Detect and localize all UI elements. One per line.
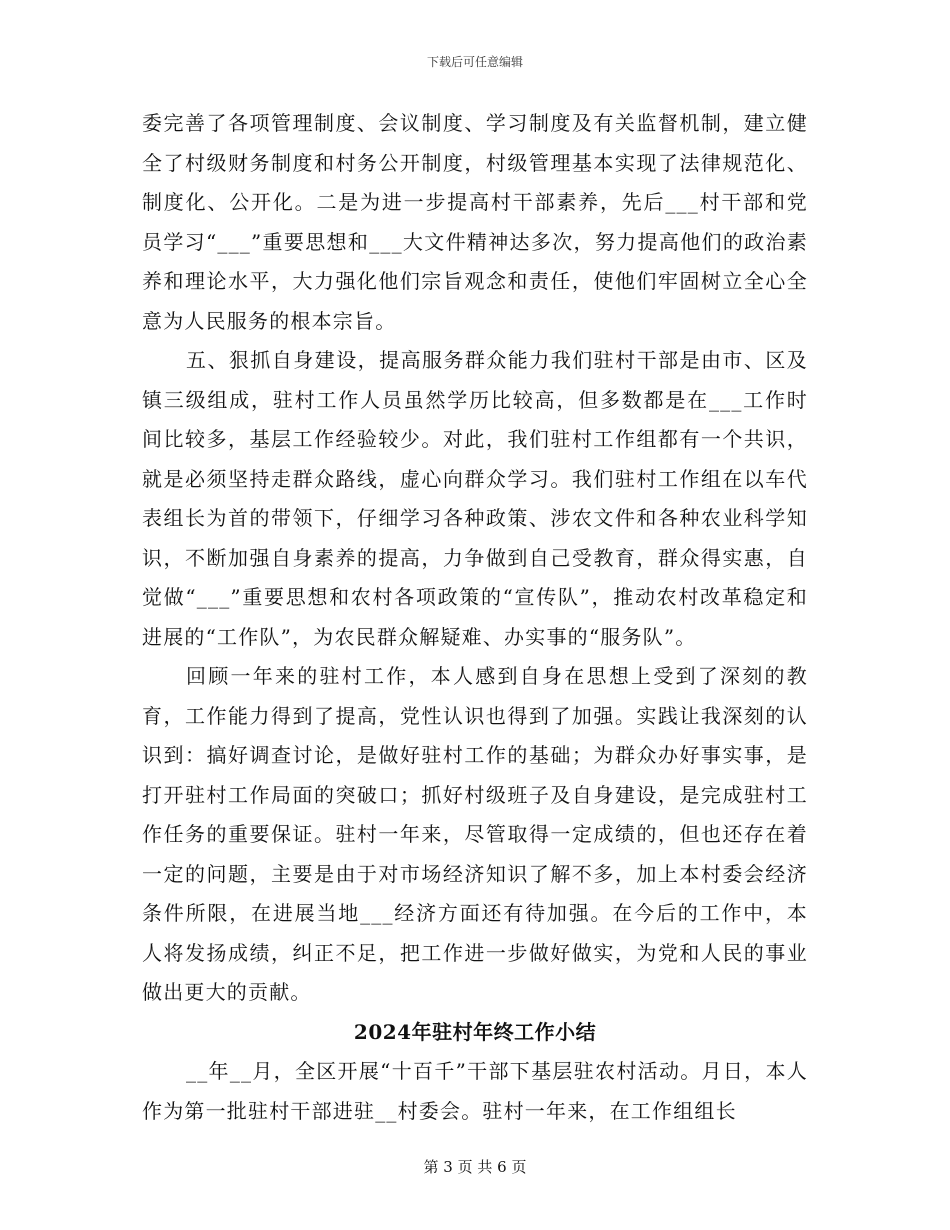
- paragraph-continuation: 委完善了各项管理制度、会议制度、学习制度及有关监督机制，建立健全了村级财务制度和村务公开制度，村级管理基本实现了法律规范化、制度化、公开化。二是为进一步提高村干部素养，先后___村干部和党员学习“___”重要思想和___大文件精神达多次，努力提高他们的政治素养和理论水平，大力强化他们宗旨观念和责任，使他们牢固树立全心全意为人民服务的根本宗旨。: [142, 111, 808, 333]
- paragraph-review: 回顾一年来的驻村工作，本人感到自身在思想上受到了深刻的教育，工作能力得到了提高，党性认识也得到了加强。实践让我深刻的认识到：搞好调查讨论，是做好驻村工作的基础；为群众办好事实事，是打开驻村工作局面的突破口；抓好村级班子及自身建设，是完成驻村工作任务的重要保证。驻村一年来，尽管取得一定成绩的，但也还存在着一定的问题，主要是由于对市场经济知识了解不多，加上本村委会经济条件所限，在进展当地___经济方面还有待加强。在今后的工作中，本人将发扬成绩，纠正不足，把工作进一步做好做实，为党和人民的事业做出更大的贡献。: [142, 664, 808, 1004]
- page-number: 第 3 页 共 6 页: [423, 1158, 527, 1176]
- document-body: [142, 104, 808, 1131]
- paragraph-section-five: 五、狠抓自身建设，提高服务群众能力我们驻村干部是由市、区及镇三级组成，驻村工作人员虽然学历比较高，但多数都是在___工作时间比较多，基层工作经验较少。对此，我们驻村工作组都有一个共识，就是必须坚持走群众路线，虚心向群众学习。我们驻村工作组在以车代表组长为首的带领下，仔细学习各种政策、涉农文件和各种农业科学知识，不断加强自身素养的提高，力争做到自己受教育，群众得实惠，自觉做“___”重要思想和农村各项政策的“宣传队”，推动农村改革稳定和进展的“工作队”，为农民群众解疑难、办实事的“服务队”。: [142, 348, 808, 649]
- section-title: 2024年驻村年终工作小结: [353, 1019, 597, 1044]
- header-note: 下载后可任意编辑: [426, 55, 523, 69]
- paragraph-section-intro: __年__月，全区开展“十百千”干部下基层驻农村活动。月日，本人作为第一批驻村干部进驻__村委会。驻村一年来，在工作组组长: [142, 1059, 808, 1123]
